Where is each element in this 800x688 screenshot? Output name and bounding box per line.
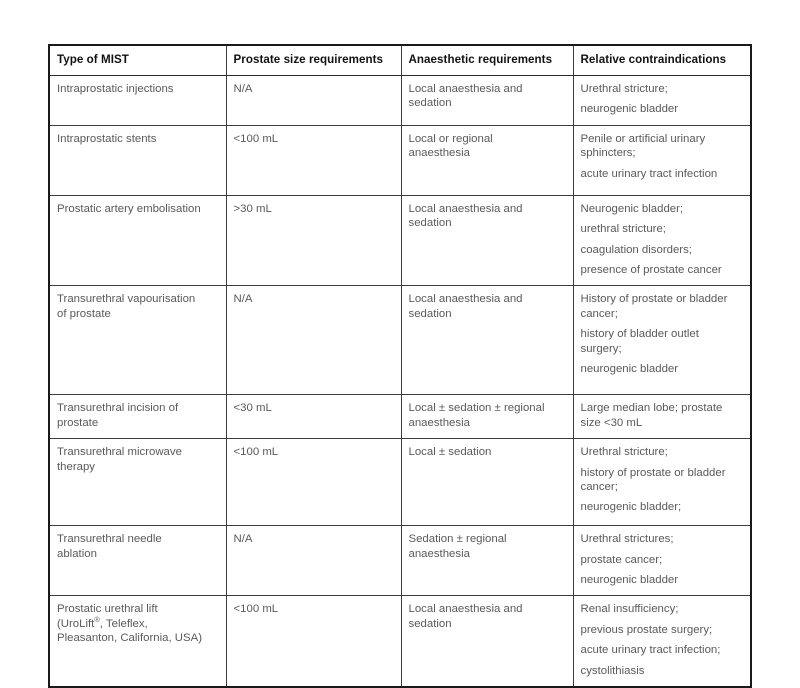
cell-prostate-size <box>226 195 401 286</box>
cell-line: Prostatic urethral lift <box>57 603 158 616</box>
cell-text <box>57 82 219 96</box>
cell-text <box>581 202 744 278</box>
cell-prostate-size <box>226 596 401 687</box>
cell-text <box>234 202 394 216</box>
table-header-row <box>49 45 751 76</box>
cell-line: neurogenic bladder <box>580 103 679 116</box>
cell-text <box>409 445 566 459</box>
cell-anaesthetic <box>401 395 573 439</box>
cell-line: cystolithiasis <box>580 664 645 677</box>
cell-text <box>409 82 566 111</box>
table-row <box>49 596 751 687</box>
cell-type <box>49 596 226 687</box>
cell-text <box>234 445 394 459</box>
cell-text <box>581 445 744 515</box>
cell-text <box>581 82 744 117</box>
cell-line: coagulation disorders; <box>580 243 692 256</box>
cell-text <box>57 202 219 216</box>
cell-prostate-size <box>226 125 401 195</box>
cell-text <box>234 82 394 96</box>
cell-anaesthetic <box>401 76 573 126</box>
cell-type <box>49 125 226 195</box>
cell-line: of prostate <box>57 307 111 320</box>
cell-line: Renal insufficiency; <box>580 603 679 616</box>
cell-line: acute urinary tract infection; <box>580 644 721 657</box>
cell-line: sedation <box>408 97 452 110</box>
cell-line: <30 mL <box>233 402 272 415</box>
cell-text <box>57 445 219 474</box>
table-header <box>49 45 751 76</box>
cell-line: Sedation ± regional <box>408 533 507 546</box>
column-header-type: Type of MIST <box>49 45 226 76</box>
cell-type <box>49 526 226 596</box>
cell-text <box>234 132 394 146</box>
cell-line: Prostatic artery embolisation <box>57 202 201 215</box>
cell-line: <100 mL <box>233 603 279 616</box>
cell-line: Transurethral vapourisation <box>57 293 196 306</box>
cell-line: neurogenic bladder <box>580 574 679 587</box>
cell-line: prostate <box>57 416 99 429</box>
cell-line: Urethral stricture; <box>580 83 668 95</box>
cell-text <box>409 132 566 161</box>
cell-prostate-size <box>226 395 401 439</box>
cell-line: history of bladder outlet surgery; <box>580 328 699 355</box>
column-header-contraindications: Relative contraindications <box>573 45 751 76</box>
cell-contraindications <box>573 195 751 286</box>
cell-contraindications <box>573 286 751 395</box>
cell-text <box>57 532 219 561</box>
cell-line: Transurethral microwave <box>57 446 182 459</box>
cell-text <box>409 602 566 631</box>
cell-line: Local or regional <box>408 132 493 145</box>
cell-line: anaesthesia <box>408 147 470 160</box>
cell-prostate-size <box>226 526 401 596</box>
cell-line: sedation <box>408 307 452 320</box>
cell-line: sedation <box>408 617 452 630</box>
cell-line: Local anaesthesia and <box>408 202 523 215</box>
cell-text <box>57 401 219 430</box>
cell-text <box>234 292 394 306</box>
cell-prostate-size <box>226 286 401 395</box>
cell-line: Penile or artificial urinary sphincters; <box>580 132 706 160</box>
cell-anaesthetic <box>401 286 573 395</box>
table-row <box>49 286 751 395</box>
cell-line: previous prostate surgery; <box>580 623 713 636</box>
cell-line: >30 mL <box>233 202 272 215</box>
registered-trademark-icon: ® <box>94 615 100 625</box>
table-container <box>48 44 750 688</box>
cell-line: History of prostate or bladder cancer; <box>580 293 728 320</box>
table-row <box>49 76 751 126</box>
cell-type <box>49 195 226 286</box>
cell-line: Large median lobe; prostate size <30 mL <box>580 402 723 429</box>
table-row <box>49 439 751 526</box>
cell-line: Intraprostatic stents <box>57 132 157 145</box>
cell-anaesthetic <box>401 439 573 526</box>
cell-line: Intraprostatic injections <box>57 83 174 95</box>
table-row <box>49 395 751 439</box>
cell-line: N/A <box>233 293 253 306</box>
cell-contraindications <box>573 76 751 126</box>
cell-line: neurogenic bladder <box>580 363 679 376</box>
cell-text <box>234 602 394 616</box>
cell-text <box>409 532 566 561</box>
cell-type <box>49 439 226 526</box>
table-row <box>49 125 751 195</box>
cell-line: Pleasanton, California, USA) <box>57 632 202 645</box>
table-body <box>49 76 751 688</box>
cell-text <box>409 401 566 430</box>
cell-anaesthetic <box>401 526 573 596</box>
cell-line: Local anaesthesia and <box>408 293 523 306</box>
cell-text <box>581 602 744 678</box>
cell-line: neurogenic bladder; <box>580 501 682 514</box>
mist-comparison-table <box>48 44 752 688</box>
cell-text <box>581 532 744 587</box>
cell-prostate-size <box>226 439 401 526</box>
cell-text <box>234 532 394 546</box>
cell-line: Transurethral incision of <box>57 402 179 415</box>
cell-line: history of prostate or bladder cancer; <box>580 466 726 494</box>
column-header-prostate-size: Prostate size requirements <box>226 45 401 76</box>
table-row <box>49 526 751 596</box>
cell-line: urethral stricture; <box>580 223 666 236</box>
cell-text <box>581 292 744 376</box>
cell-anaesthetic <box>401 596 573 687</box>
cell-line: acute urinary tract infection <box>580 167 718 180</box>
cell-line: Transurethral needle <box>57 533 162 546</box>
cell-line: Urethral stricture; <box>580 446 668 459</box>
cell-anaesthetic <box>401 125 573 195</box>
cell-type <box>49 286 226 395</box>
cell-line: therapy <box>57 460 95 473</box>
table-row <box>49 195 751 286</box>
cell-contraindications <box>573 596 751 687</box>
cell-line: anaesthesia <box>408 416 470 429</box>
cell-line: presence of prostate cancer <box>580 264 722 277</box>
cell-line: Local anaesthesia and <box>408 83 523 95</box>
cell-line: sedation <box>408 217 452 230</box>
column-header-anaesthetic: Anaesthetic requirements <box>401 45 573 76</box>
cell-anaesthetic <box>401 195 573 286</box>
cell-line: (UroLift®, Teleflex, <box>57 615 148 630</box>
cell-text <box>581 132 744 181</box>
cell-line: Neurogenic bladder; <box>580 202 684 215</box>
cell-line: N/A <box>233 83 253 95</box>
cell-line: Local ± sedation ± regional <box>408 402 545 415</box>
cell-text <box>57 602 219 645</box>
cell-text <box>234 401 394 415</box>
cell-type <box>49 76 226 126</box>
cell-text <box>409 202 566 231</box>
cell-text <box>57 292 219 321</box>
cell-line: N/A <box>233 533 253 546</box>
cell-line: anaesthesia <box>408 547 470 560</box>
cell-line: prostate cancer; <box>580 553 663 566</box>
cell-prostate-size <box>226 76 401 126</box>
cell-contraindications <box>573 395 751 439</box>
cell-text <box>581 401 744 430</box>
cell-text <box>409 292 566 321</box>
cell-contraindications <box>573 125 751 195</box>
cell-contraindications <box>573 439 751 526</box>
cell-line: Local ± sedation <box>408 446 492 459</box>
cell-text <box>57 132 219 146</box>
cell-contraindications <box>573 526 751 596</box>
cell-type <box>49 395 226 439</box>
cell-line: Local anaesthesia and <box>408 603 523 616</box>
cell-line: ablation <box>57 547 97 560</box>
cell-line: <100 mL <box>233 446 279 459</box>
cell-line: <100 mL <box>233 132 279 145</box>
cell-line: Urethral strictures; <box>580 533 674 546</box>
